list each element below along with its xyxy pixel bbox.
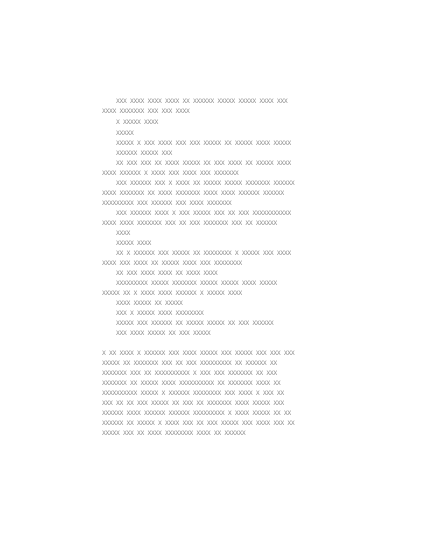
- text-line: XXXX XXX XXXX XX XXXXX XXXX XXX XXXXXXXX: [102, 259, 242, 267]
- text-line: XXXXX XXX XXXXXX XX XXXXX XXXXX XX XXX XXXXXX: [116, 319, 274, 327]
- text-line: XXXXXX XXXX XXXXXX XXXXXX XXXXXXXXX X XXXX XXXXX XX XX: [102, 409, 291, 417]
- text-line: XXXXXXX XX XXXXX XXXX XXXXXXXXXX XX XXXXXXX XXXX XX: [102, 379, 281, 387]
- text-line: XXX XXXXXX XXX X XXXX XX XXXXX XXXXX XXXXXXX XXXXXX: [116, 179, 295, 187]
- text-line: XXX XXXX XXXXX XX XXX XXXXX: [116, 329, 211, 337]
- text-line: XXXX XXXX XXXXXXX XXX XX XXX XXXXXXX XXX XX XXXXXX: [102, 219, 277, 227]
- text-line: XXXXX XX XXXXXXX XXX XX XXX XXXXXXXXX XX XXXXXX XX: [102, 359, 277, 367]
- text-line: XX XXX XXXX XXXX XX XXXX XXXX: [116, 269, 218, 277]
- text-line: XX X XXXXXX XXX XXXXX XX XXXXXXXX X XXXXX XXX XXXX: [116, 249, 291, 257]
- text-line: XXXXX XXXX: [116, 239, 151, 247]
- text-line: XXX X XXXXX XXXX XXXXXXXX: [116, 309, 204, 317]
- text-line: XXXX: [116, 229, 130, 237]
- text-line: X XXXXX XXXX: [116, 118, 158, 126]
- text-line: XXXXX XX X XXXX XXXX XXXXXX X XXXXX XXXX: [102, 289, 242, 297]
- text-line: XXXXXXXXX XXXXX XXXXXXX XXXXX XXXXX XXXX XXXXX: [116, 279, 277, 287]
- text-line: XXXXXXXXXX XXXXX X XXXXXX XXXXXXXX XXX XXXX X XXX XX: [102, 389, 284, 397]
- text-line: XXXXX X XXX XXXX XXX XXX XXXXX XX XXXXX XXXX XXXXX: [116, 139, 291, 147]
- text-line: XX XXX XXX XX XXXX XXXXX XX XXX XXXX XX XXXXX XXXX: [116, 159, 291, 167]
- text-line: XXXX XXXXXXX XXX XXX XXXX: [102, 107, 190, 115]
- text-line: XXXXX: [116, 129, 134, 137]
- text-line: XXX XXXX XXXX XXXX XX XXXXXX XXXXX XXXXX XXXX XXX: [116, 97, 288, 105]
- text-line: XXXXXX XX XXXXX X XXXX XXX XX XXX XXXXX XXX XXXX XXX XX: [102, 419, 295, 427]
- text-line: XXXX XXXXXX X XXXX XXX XXXX XXX XXXXXXX: [102, 169, 239, 177]
- text-line: XXXXXX XXXXX XXX: [116, 149, 172, 157]
- text-line: XXXXX XXX XX XXXX XXXXXXXX XXXX XX XXXXXX: [102, 429, 246, 437]
- text-line: XXX XXXXXX XXXX X XXX XXXXX XXX XX XXX XXXXXXXXXXX: [116, 209, 291, 217]
- text-line: XXXX XXXXX XX XXXXX: [116, 299, 183, 307]
- text-line: XXX XX XX XXX XXXXX XX XXX XX XXXXXXX XXXX XXXXX XXX: [102, 399, 284, 407]
- text-line: XXXXXXX XXX XX XXXXXXXXXX X XXX XXX XXXXXXX XX XXX: [102, 369, 277, 377]
- text-line: X XX XXXX X XXXXXX XXX XXXX XXXXX XXX XXXXX XXX XXX XXX: [102, 349, 295, 357]
- text-line: XXXX XXXXXXX XX XXXX XXXXXXX XXXX XXXX XXXXXX XXXXXX: [102, 189, 284, 197]
- text-line: XXXXXXXXX XXX XXXXXX XXX XXXX XXXXXXX: [102, 199, 232, 207]
